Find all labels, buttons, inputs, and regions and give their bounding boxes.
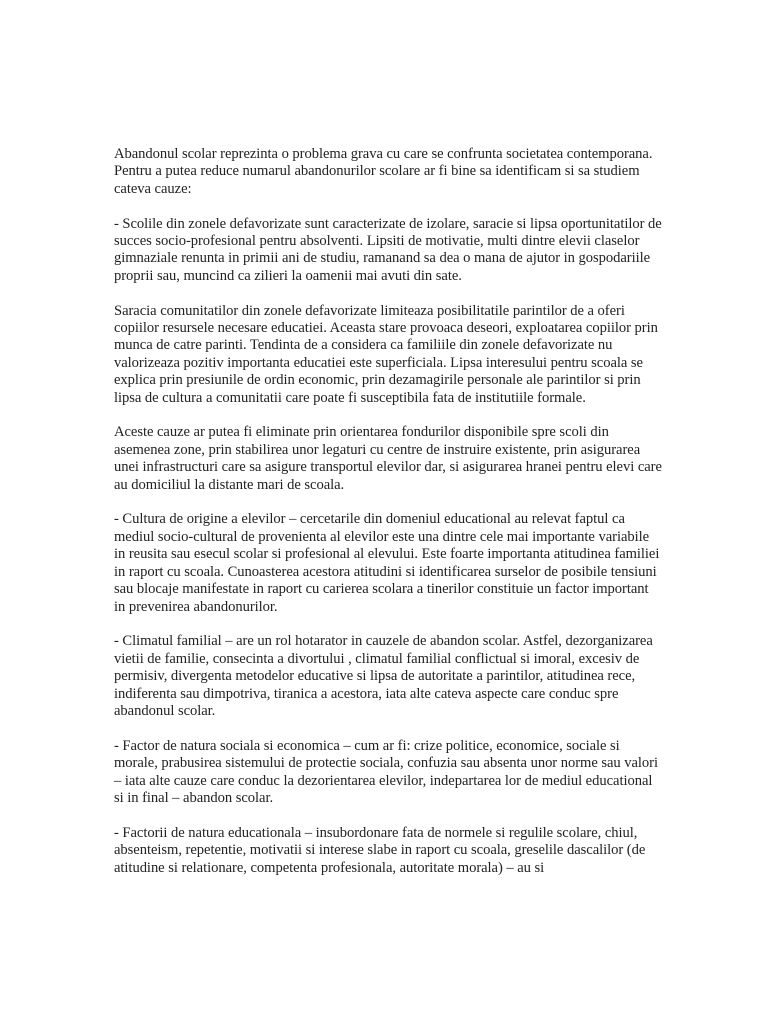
paragraph-solutii: Aceste cauze ar putea fi eliminate prin orientarea fondurilor disponibile spre scoli din asemenea zone, prin stabilirea unor legaturi cu centre de instruire existente, prin asigurarea unei infrastructuri care sa asigure transportul elevilor dar, si asigurarea hranei pentru elevi care au domiciliul la distante mari de scoala. [114,424,662,493]
paragraph-factor-social-economic: - Factor de natura sociala si economica – cum ar fi: crize politice, economice, sociale si morale, prabusirea sistemului de protectie sociala, confuzia sau absenta unor norme sau valori – iata alte cauze care conduc la dezorientarea elevilor, indepartarea lor de mediul educational si in final – abandon scolar. [114,737,658,806]
paragraph-scoli-defavorizate: - Scolile din zonele defavorizate sunt caracterizate de izolare, saracie si lipsa oportunitatilor de succes socio-profesional pentru absolventi. Lipsiti de motivatie, multi dintre elevii claselor gimnaziale renunta in primii ani de studiu, ramanand sa dea o mana de ajutor in gospodariile proprii sau, muncind ca zilieri la oamenii mai avuti din sate. [114,215,662,284]
paragraph-saracia-comunitatilor: Saracia comunitatilor din zonele defavorizate limiteaza posibilitatile parintilor de a oferi copiilor resursele necesare educatiei. Aceasta stare provoaca deseori, exploatarea copiilor prin munca de catre parinti. Tendinta de a considera ca familiile din zonele defavorizate nu valorizeaza pozitiv importanta educatiei este superficiala. Lipsa interesului pentru scoala se explica prin presiunile de ordin economic, prin dezamagirile personale ale parintilor si prin lipsa de cultura a comunitatii care poate fi susceptibila fata de institutiile formale. [114,302,658,406]
document-body [114,146,662,894]
paragraph-climat-familial: - Climatul familial – are un rol hotarator in cauzele de abandon scolar. Astfel, dezorganizarea vietii de familie, consecinta a divortului , climatul familial conflictual si imoral, excesiv de permisiv, divergenta metodelor educative si lipsa de autoritate a parintilor, atitudinea rece, indiferenta sau dimpotriva, tiranica a acestora, iata alte cateva aspecte care conduc spre abandonul scolar. [114,633,653,719]
paragraph-cultura-origine: - Cultura de origine a elevilor – cercetarile din domeniul educational au relevat faptul ca mediul socio-cultural de provenienta al elevilor este una dintre cele mai importante variabile in reusita sau esecul scolar si profesional al elevului. Este foarte importanta atitudinea familiei in raport cu scoala. Cunoasterea acestora atitudini si identificarea surselor de posibile tensiuni sau blocaje manifestate in raport cu carierea scolara a tinerilor constituie un factor important in prevenirea abandonurilor. [114,511,660,615]
paragraph-intro: Abandonul scolar reprezinta o problema grava cu care se confrunta societatea contemporana. Pentru a putea reduce numarul abandonurilor scolare ar fi bine sa identificam si sa studiem cateva cauze: [114,146,653,197]
paragraph-factori-educationali: - Factorii de natura educationala – insubordonare fata de normele si regulile scolare, chiul, absenteism, repetentie, motivatii si interese slabe in raport cu scoala, greselile dascalilor (de atitudine si relationare, competenta profesionala, autoritate morala) – au si [114,824,646,876]
